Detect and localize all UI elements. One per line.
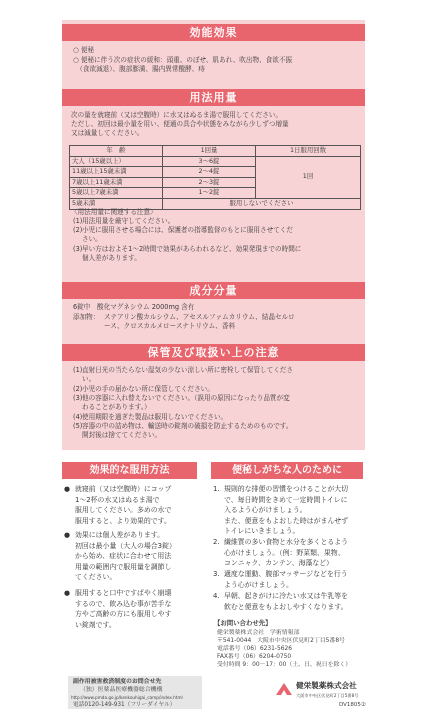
age-cell: 7歳以上11歳未満 <box>70 177 163 188</box>
relief-line: 電話0120-149-931（フリーダイヤル） <box>73 702 176 708</box>
table-header: 年 齢 <box>70 146 163 157</box>
tip-text: 繊維質の多い食物と水分を多くとるよう 心がけましょう。（例：野菜類、果物、 コンニャク、カンテン、海藻など） <box>224 538 349 567</box>
tip-number: 4. <box>213 592 220 600</box>
additives-label: 添加物： <box>73 313 100 321</box>
table-header: 1日服用回数 <box>256 146 361 157</box>
dosage-title: 用法用量 <box>62 89 365 106</box>
storage-item: (4) 使用期限を過ぎた製品は服用しないでください。 <box>73 413 228 421</box>
ingredients-line: 6錠中 酸化マグネシウム 2000mg 含有 <box>73 303 195 311</box>
company-logo-icon <box>275 682 293 696</box>
additives-text: ステアリン酸カルシウム、アセスルファムカリウム、結晶セルロ ース、クロスカルメロースナトリウム、香料 <box>104 313 295 331</box>
relief-line: 副作用被害救済制度のお問合せ先 <box>73 679 162 685</box>
tip-text: 早朝、起きがけに冷たい水又は牛乳等を 飲むと便意をもよおしやすくなります。 <box>224 592 349 611</box>
dosage-table <box>69 145 361 210</box>
storage-item: (5) 容器の中の詰め物は、輸送時の錠剤の破損を防止するためのものです。 開封後は捨ててください。 <box>73 422 293 440</box>
storage-item: (3) 他の容器に入れ替えないでください。（誤用の原因になったり品質が変 わることがあります。） <box>73 394 290 412</box>
effective-use-item: 服用すると口中ですばやく崩壊 するので、飲み込む事が苦手な 方やご高齢の方にも服用しやす い錠剤です。 <box>75 589 172 629</box>
effective-use-item: 就寝前（又は空腹時）にコップ 1～2杯の水又はぬるま湯で 服用してください。多めの水で 服用すると、より効果的です。 <box>75 485 172 525</box>
table-header: 1回量 <box>163 146 256 157</box>
contact-line: 電話番号（06）6231-5626 <box>217 646 292 652</box>
effective-use-item: 効果には個人差があります。 初回は最小量（大人の場合3錠） から始め、症状に合わせて用法 用量の範囲内で服用量を調節し てください。 <box>75 531 176 581</box>
efficacy-item: ○ 便秘 <box>73 46 95 54</box>
contact-line: 受付時間 9：00－17：00（土、日、祝日を除く） <box>217 662 352 668</box>
age-cell: 11歳以上15歳未満 <box>70 167 163 178</box>
times-cell: 1回 <box>256 156 361 198</box>
contact-line: 〒541-0044 大阪市中央区伏見町2丁目5番8号 <box>217 638 345 644</box>
tip-text: 適度な運動、腹部マッサージなどを行う よう心がけましょう。 <box>224 570 348 589</box>
dose-cell: 服用しないでください <box>163 198 361 209</box>
tip-text: 規則的な排便の習慣をつけることが大切 で、毎日時間をきめて一定時間トイレに 入るよう心がけましょう。 また、便意をもよおした時はがまんせず トイレにいきましょう。 <box>224 485 349 535</box>
storage-item: (1) 直射日光の当たらない湿気の少ない涼しい所に密栓して保管してくださ い。 <box>73 366 293 384</box>
age-cell: 大人（15歳以上） <box>70 156 163 167</box>
storage-title: 保管及び取扱い上の注意 <box>62 344 365 361</box>
table-row <box>70 156 361 167</box>
age-cell: 5歳以上7歳未満 <box>70 188 163 199</box>
bullet-dot: ● <box>64 485 71 493</box>
tip-number: 1. <box>213 485 220 493</box>
dose-cell: 2～3錠 <box>163 177 256 188</box>
contact-title: 【お問い合わせ先】 <box>214 619 272 627</box>
ingredients-title: 成分分量 <box>62 282 365 299</box>
storage-item: (2) 小児の手の届かない所に保管してください。 <box>73 385 214 393</box>
dosage-note: (2) 小児に服用させる場合には、保護者の指導監督のもとに服用させてくだ さい。 <box>73 226 293 244</box>
contact-line: FAX番号（06）6204-0750 <box>217 654 292 660</box>
relief-line: （独）医薬品医療機器総合機構 <box>80 687 163 693</box>
tip-number: 2. <box>213 538 220 546</box>
company-name: 健栄製薬株式会社 <box>296 681 357 690</box>
bullet-dot: ● <box>64 589 71 597</box>
document-code: DV1805② <box>339 702 366 708</box>
constipation-tips-title: 便秘しがちな人のために <box>211 462 363 479</box>
bullet-dot: ● <box>64 531 71 539</box>
company-address: 大阪市中央区伏見町2丁目5番8号 <box>296 693 359 698</box>
relief-url: http://www.pmda.go.jp/kenkouhigai_camp/index.html <box>71 695 183 700</box>
dosage-note: (3) 早い方はおよそ1～2時間で効果があらわれるなど、効果発現までの時間に 個人差があります。 <box>73 245 302 263</box>
efficacy-title: 効能効果 <box>62 24 365 41</box>
effective-use-title: 効果的な服用方法 <box>62 462 197 479</box>
dosage-note: (1) 用法用量を厳守してください。 <box>73 217 175 225</box>
dosage-notes-title: 〈用法用量に関連する注意〉 <box>71 208 157 216</box>
dose-cell: 1～2錠 <box>163 188 256 199</box>
dosage-intro: 次の量を就寝前（又は空腹時）に水又はぬるま湯で服用してください。 ただし、初回は最小量を用い、便通の具合や状態をみながら少しずつ増量 又は減量してください。 <box>71 111 289 138</box>
age-cell: 5歳未満 <box>70 198 163 209</box>
tip-number: 3. <box>213 570 220 578</box>
dose-cell: 2～4錠 <box>163 167 256 178</box>
efficacy-item: ○ 便秘に伴う次の症状の緩和：頭重、のぼせ、肌あれ、吹出物、食欲不振 （食欲減退）、腹部膨満、腸内異常醗酵、痔 <box>73 56 293 74</box>
dose-cell: 3～6錠 <box>163 156 256 167</box>
contact-line: 健栄製薬株式会社 学術情報部 <box>217 630 300 636</box>
